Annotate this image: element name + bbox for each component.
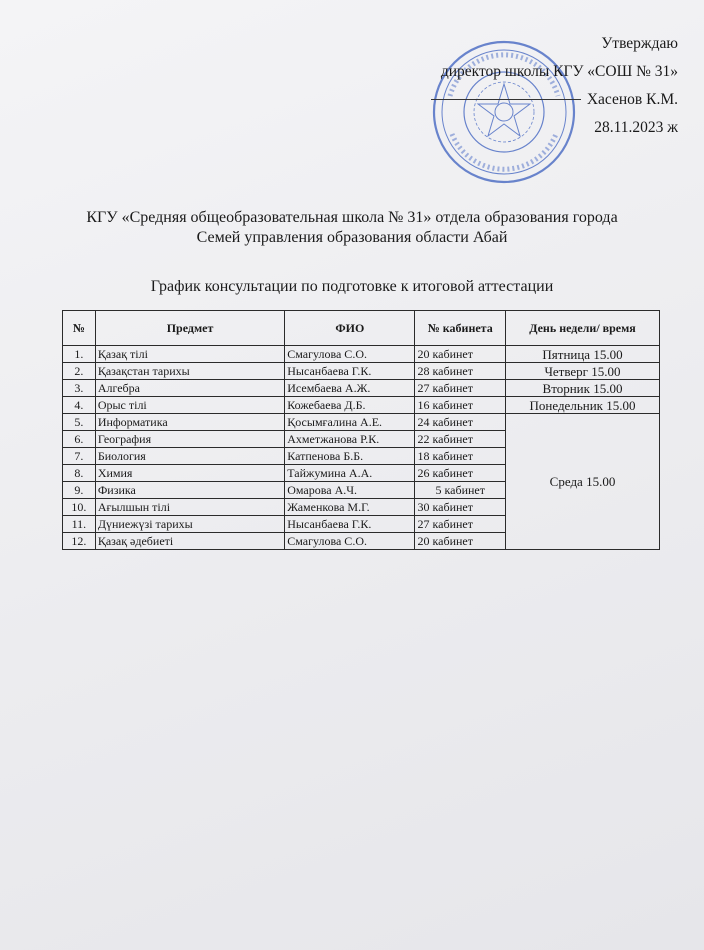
row-room: 20 кабинет xyxy=(415,346,506,363)
row-name: Қосымғалина А.Е. xyxy=(285,414,415,431)
header-day: День недели/ время xyxy=(506,311,660,346)
row-name: Катпенова Б.Б. xyxy=(285,448,415,465)
row-subject: Биология xyxy=(95,448,284,465)
row-num: 8. xyxy=(63,465,96,482)
row-room: 26 кабинет xyxy=(415,465,506,482)
approval-heading: Утверждаю xyxy=(601,35,678,52)
row-name: Исембаева А.Ж. xyxy=(285,380,415,397)
row-subject: Орыс тілі xyxy=(95,397,284,414)
table-row xyxy=(63,380,660,397)
approval-position: директор школы КГУ «СОШ № 31» xyxy=(440,63,678,80)
row-subject: Қазақстан тарихы xyxy=(95,363,284,380)
row-num: 5. xyxy=(63,414,96,431)
row-subject: Қазақ әдебиеті xyxy=(95,533,284,550)
row-name: Нысанбаева Г.К. xyxy=(285,363,415,380)
document-subtitle: График консультации по подготовке к итоговой аттестации xyxy=(150,278,554,295)
row-room: 5 кабинет xyxy=(415,482,506,499)
row-subject: Қазақ тілі xyxy=(95,346,284,363)
row-room: 18 кабинет xyxy=(415,448,506,465)
row-subject: География xyxy=(95,431,284,448)
row-day: Пятница 15.00 xyxy=(506,346,660,363)
row-room: 30 кабинет xyxy=(415,499,506,516)
row-subject: Алгебра xyxy=(95,380,284,397)
row-subject: Ағылшын тілі xyxy=(95,499,284,516)
row-name: Нысанбаева Г.К. xyxy=(285,516,415,533)
row-room: 27 кабинет xyxy=(415,516,506,533)
row-num: 3. xyxy=(63,380,96,397)
header-subject: Предмет xyxy=(95,311,284,346)
row-num: 2. xyxy=(63,363,96,380)
row-num: 7. xyxy=(63,448,96,465)
row-name: Смагулова С.О. xyxy=(285,346,415,363)
row-name: Омарова А.Ч. xyxy=(285,482,415,499)
title-line-1: КГУ «Средняя общеобразовательная школа № 31» отдела образования города xyxy=(86,209,618,226)
row-name: Жаменкова М.Г. xyxy=(285,499,415,516)
document-title xyxy=(0,208,704,248)
row-room: 20 кабинет xyxy=(415,533,506,550)
row-name: Кожебаева Д.Б. xyxy=(285,397,415,414)
row-day: Понедельник 15.00 xyxy=(506,397,660,414)
row-num: 12. xyxy=(63,533,96,550)
row-subject: Физика xyxy=(95,482,284,499)
row-num: 11. xyxy=(63,516,96,533)
row-room: 16 кабинет xyxy=(415,397,506,414)
approval-signature xyxy=(431,86,678,114)
row-room: 27 кабинет xyxy=(415,380,506,397)
row-subject: Информатика xyxy=(95,414,284,431)
merged-day-cell: Среда 15.00 xyxy=(506,414,660,550)
row-num: 6. xyxy=(63,431,96,448)
row-name: Тайжумина А.А. xyxy=(285,465,415,482)
row-subject: Химия xyxy=(95,465,284,482)
row-day: Вторник 15.00 xyxy=(506,380,660,397)
row-num: 4. xyxy=(63,397,96,414)
row-subject: Дүниежүзі тарихы xyxy=(95,516,284,533)
row-num: 9. xyxy=(63,482,96,499)
approval-director-name: Хасенов К.М. xyxy=(586,91,678,108)
signature-line xyxy=(431,99,581,100)
row-room: 28 кабинет xyxy=(415,363,506,380)
row-day: Четверг 15.00 xyxy=(506,363,660,380)
header-room: № кабинета xyxy=(415,311,506,346)
row-room: 22 кабинет xyxy=(415,431,506,448)
row-room: 24 кабинет xyxy=(415,414,506,431)
title-line-2: Семей управления образования области Абай xyxy=(196,229,508,246)
table-row xyxy=(63,363,660,380)
row-name: Ахметжанова Р.К. xyxy=(285,431,415,448)
table-row xyxy=(63,397,660,414)
consultation-schedule-table xyxy=(62,310,660,550)
header-name: ФИО xyxy=(285,311,415,346)
approval-date: 28.11.2023 ж xyxy=(594,119,678,136)
header-num: № xyxy=(63,311,96,346)
row-num: 10. xyxy=(63,499,96,516)
table-row xyxy=(63,346,660,363)
table-row xyxy=(63,414,660,431)
approval-block xyxy=(431,30,678,142)
row-num: 1. xyxy=(63,346,96,363)
table-header-row xyxy=(63,311,660,346)
row-name: Смагулова С.О. xyxy=(285,533,415,550)
